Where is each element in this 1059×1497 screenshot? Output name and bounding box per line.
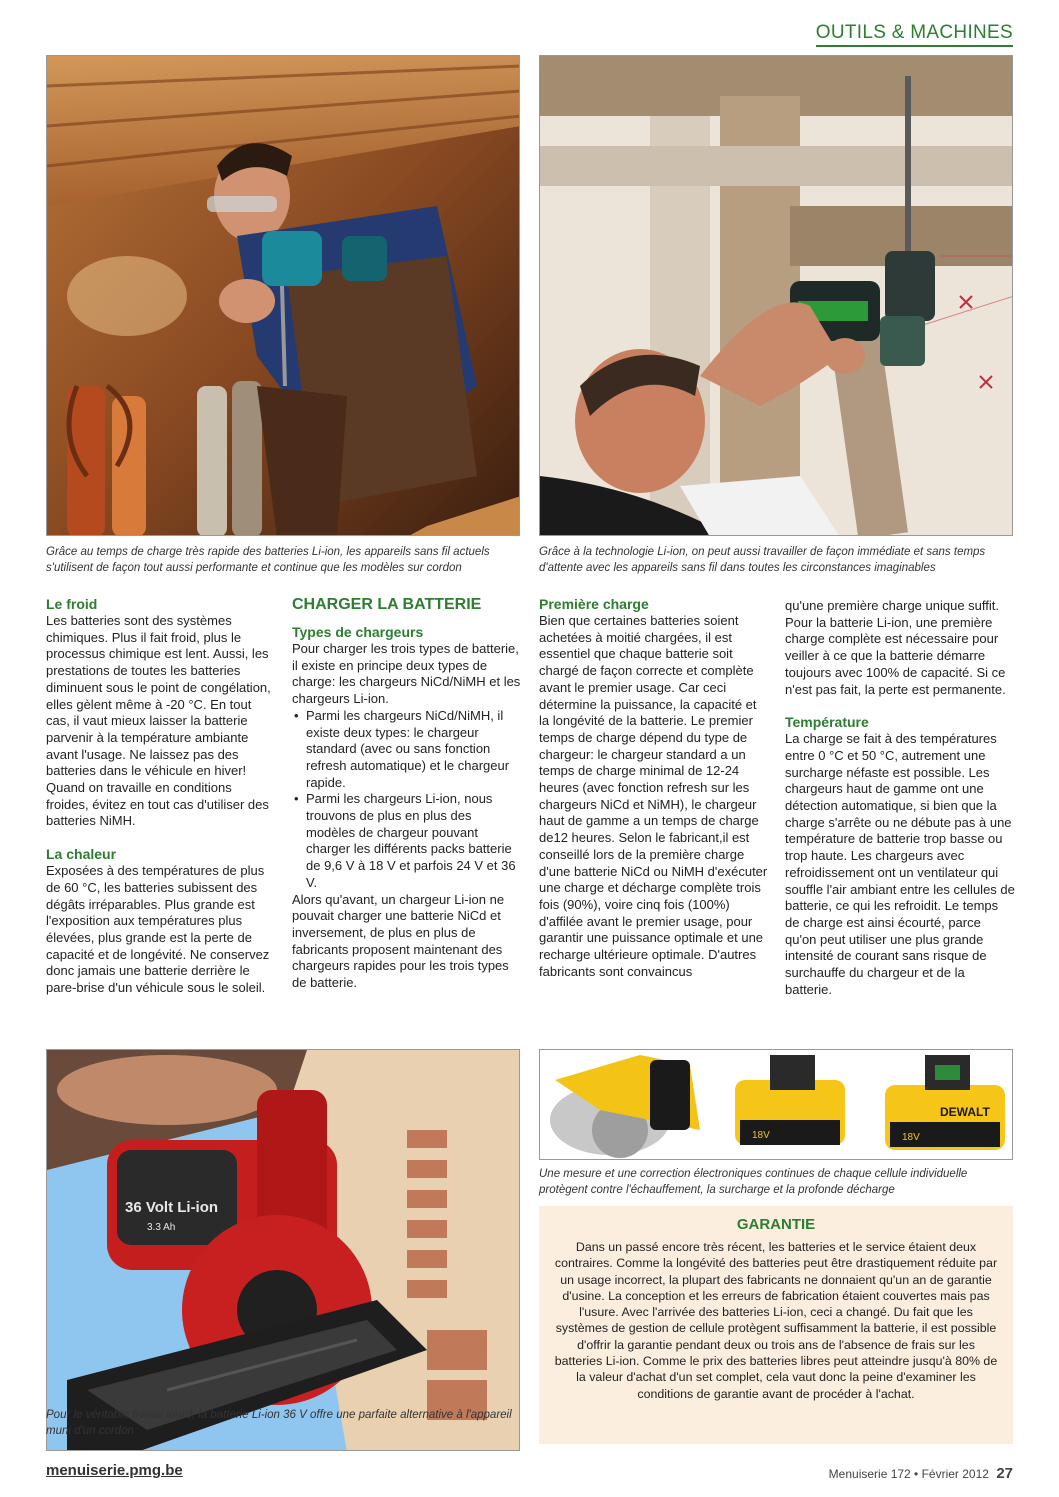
- column-4: [785, 598, 1015, 998]
- heading-charger-la-batterie: CHARGER LA BATTERIE: [292, 596, 482, 613]
- heading-premiere-charge: Première charge: [539, 596, 649, 612]
- photo-drilling-worker-caption: Grâce au temps de charge très rapide des batteries Li-ion, les appareils sans fil actuels s'utilisent de façon tout aussi performante et continue que les modèles sur cordon: [46, 546, 490, 574]
- paragraph-types-de-chargeurs: Pour charger les trois types de batterie, il existe en principe deux types de charge: les chargeurs NiCd/NiMH et les chargeurs Li-ion.: [292, 641, 521, 707]
- garantie-text: Dans un passé encore très récent, les batteries et le service étaient deux contraires. Comme la longévité des batteries peut être drastiquement réduite par un usage incorrect, la plupart des fabricants ne donnaient qu'un an de garantie d'usine. La conception et les erreurs de fabrication étaient couvertes mais pas l'usure. Avec l'arrivée des batteries Li-ion, ceci a changé. Du fait que les systèmes de gestion de cellule protègent suffisamment la batterie, il est possible d'offrir la garantie pendant deux ou trois ans de l'absence de frais sur les batteries Li-ion. Comme le prix des batteries libres peut atteindre jusqu'à 80% de la valeur d'achat d'un set complet, cela vaut donc la peine d'examiner les conditions de garantie avant de procéder à l'achat.: [554, 1240, 998, 1401]
- charger-list: [292, 708, 522, 892]
- dewalt-logo: DEWALT: [940, 1105, 990, 1119]
- photo-dewalt-tools: [539, 1049, 1013, 1160]
- photo-dewalt-tools-caption: Une mesure et une correction électroniques continues de chaque cellule individuelle protègent contre l'échauffement, la surcharge et la profonde décharge: [539, 1168, 968, 1196]
- column-2: [292, 595, 522, 992]
- charger-list-item: • Parmi les chargeurs Li-ion, nous trouvons de plus en plus des modèles de chargeur pouvant charger les différents packs batterie de 9,6 V à 18 V et parfois 24 V et 36 V.: [292, 791, 522, 891]
- heading-temperature: Température: [785, 714, 869, 731]
- column-1: [46, 596, 276, 997]
- paragraph-premiere-charge: Bien que certaines batteries soient achetées à moitié chargées, il est essentiel que chaque batterie soit chargé de façon correcte et complète avant le premier usage. Car ceci détermine la puissance, la capacité et la longévité de la batterie. Le premier temps de charge dépend du type de chargeur: le chargeur standard a un temps de charge minimal de 12-24 heures (avec fonction refresh sur les chargeurs NiCd et NiMH), le chargeur haut de gamme a un temps de charge de12 heures. Selon le fabricant,il est conseillé lors de la première charge d'une batterie NiCd ou NiMH d'exécuter une charge et décharge complète trois fois (90%), voire cinq fois (100%) d'affilée avant le premier usage, pour garantir une puissance optimale et une recharge ultérieure optimale. D'autres fabricants sont convaincus: [539, 613, 768, 979]
- paragraph-premiere-charge-cont: qu'une première charge unique suffit. Pour la batterie Li-ion, une première charge complète est nécessaire pour veiller à ce que la batterie démarre toujours avec 100% de capacité. Si ce n'est pas fait, la perte est permanente.: [785, 598, 1006, 697]
- garantie-title: GARANTIE: [736, 1216, 816, 1233]
- paragraph-le-froid: Les batteries sont des systèmes chimiques. Plus il fait froid, plus le processus chimique est lent. Aussi, les prestations de toutes les batteries diminuent sous le point de congélation, elles gèlent même à -20 °C. En tout cas, il vaut mieux laisser la batterie parvenir à la température ambiante avant l'usage. Ne laissez pas des batteries dans le véhicule en hiver! Quand on travaille en conditions froides, évitez en tout cas d'utiliser des batteries NiMH.: [46, 613, 271, 829]
- paragraph-alors: Alors qu'avant, un chargeur Li-ion ne pouvait charger une batterie NiCd et inversement, de plus en plus de fabricants proposent maintenant des chargeurs rapides pour les trois types de batterie.: [292, 891, 509, 991]
- photo-dewalt-tools-illustration: [540, 1050, 1013, 1160]
- photo-circular-saw-illustration: [47, 1050, 520, 1451]
- section-title: OUTILS & MACHINES: [816, 22, 1013, 47]
- photo-circular-saw-caption-visible: Pour le véritable travail lourd, la batterie Li-ion 36 V offre une parfaite alternative à l'appareil muni d'un cordon: [46, 1409, 512, 1437]
- photo-drilling-beam-illustration: [540, 56, 1013, 536]
- battery-voltage-label: 18V: [752, 1130, 770, 1141]
- photo-drilling-beam-caption: Grâce à la technologie Li-ion, on peut aussi travailler de façon immédiate et sans temps d'attente avec les appareils sans fil dans toutes les circonstances imaginables: [539, 546, 986, 574]
- photo-drilling-worker: [46, 55, 520, 536]
- heading-types-de-chargeurs: Types de chargeurs: [292, 624, 424, 640]
- footer-issue-text: Menuiserie 172 • Février 2012: [828, 1467, 989, 1481]
- heading-la-chaleur: La chaleur: [46, 846, 117, 863]
- garantie-box: [539, 1206, 1013, 1444]
- page-number: 27: [996, 1465, 1013, 1482]
- footer-issue: [829, 1465, 1013, 1482]
- battery-voltage-label: 18V: [902, 1132, 920, 1143]
- column-3: [539, 596, 769, 980]
- footer-website-link[interactable]: menuiserie.pmg.be: [46, 1462, 183, 1479]
- photo-drilling-worker-illustration: [47, 56, 520, 536]
- paragraph-la-chaleur: Exposées à des températures de plus de 60 °C, les batteries subissent des dégâts irréparables. Plus grande est l'exposition aux températures plus élevées, plus grande est la perte de capacité et de longévité. Ne conservez donc jamais une batterie derrière le pare-brise d'un véhicule sous le soleil.: [46, 863, 270, 996]
- photo-drilling-beam: [539, 55, 1013, 536]
- photo-circular-saw: [46, 1049, 520, 1451]
- charger-list-item: • Parmi les chargeurs NiCd/NiMH, il existe deux types: le chargeur standard (avec ou sans fonction refresh automatique) et le chargeur rapide.: [292, 708, 522, 792]
- battery-sublabel: 3.3 Ah: [147, 1222, 176, 1233]
- heading-le-froid: Le froid: [46, 596, 98, 612]
- paragraph-temperature: La charge se fait à des températures entre 0 °C et 50 °C, autrement une surcharge néfaste est possible. Les chargeurs haut de gamme ont une détection automatique, si bien que la charge s'arrête ou ne débute pas à une température de batterie trop basse ou trop haute. Les chargeurs avec refroidissement ont un ventilateur qui souffle l'air ambiant entre les cellules de batterie, ce qui les refroidit. Le temps de charge est ainsi écourté, parce qu'on peut utiliser une plus grande intensité de courant sans risque de surchauffe du chargeur et de la batterie.: [785, 731, 1015, 997]
- battery-label: 36 Volt Li-ion: [125, 1199, 219, 1216]
